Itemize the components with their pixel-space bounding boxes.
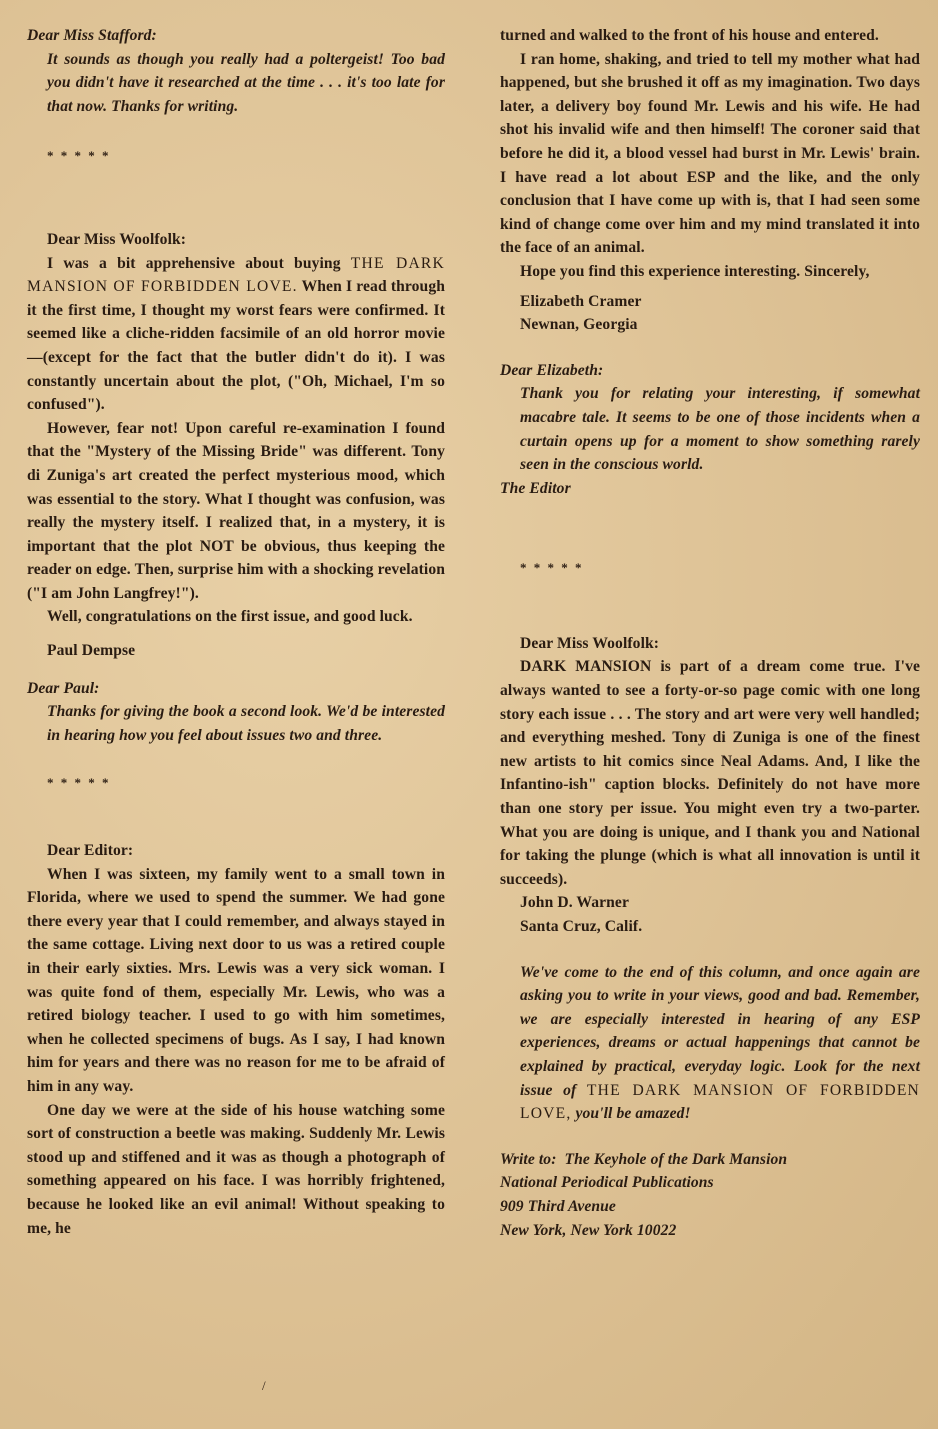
comic-title: THE DARK MANSION OF FORBIDDEN LOVE. [27,254,445,296]
letter-paragraph: Hope you find this experience interesting. Sincerely, [520,262,870,280]
reply-body: Thanks for giving the book a second look. We'd be interested in hearing how you feel about issues two and three. [47,703,445,744]
address-line-1 [500,1148,920,1172]
signature-name: Elizabeth Cramer [520,292,642,310]
left-column [27,24,445,1240]
editor-closing [500,961,920,1126]
reply-signature: The Editor [500,479,571,497]
reply-to-elizabeth [500,359,920,501]
signature-place: Newnan, Georgia [520,316,638,334]
letter-paragraph: turned and walked to the front of his house and entered. [500,27,879,44]
separator: * * * * * [47,148,111,164]
letter-paragraph: When I was sixteen, my family went to a small town in Florida, where we used to spend the summer. We had gone there every year that I could remember, and always stayed in the same cottage. Living next door to us was a retired couple in their early sixties. Mrs. Lewis was a very sick woman. I was quite fond of them, especially Mr. Lewis, who was a retired biology teacher. I used to go with him sometimes, when he collected specimens of bugs. As I say, I had known him for years and there was no reason for me to be afraid of him in any way. [27,865,445,1095]
letter-text: When I read through it the first time, I thought my worst fears were confirmed. It seemed like a cliche-ridden facsimile of an old horror movie—(except for the fact that the butler didn't do it). I was constantly uncertain about the plot, ("Oh, Michael, I'm so confused"). [27,278,445,414]
closing-paragraph [500,961,920,1126]
address-label: Write to: [500,1150,557,1168]
reply-salutation: Dear Elizabeth: [500,361,604,379]
letter-paragraph: I ran home, shaking, and tried to tell my mother what had happened, but she brushed it off as my imagination. Two days later, a delivery boy found Mr. Lewis and his wife. He had shot his invalid wife and then himself! The coroner said that before he did it, a blood vessel had burst in Mr. Lewis' brain. I have read a lot about ESP and the like, and the only conclusion that I have come up with is, that I had seen some kind of change come over him and my mind translated it into the face of an animal. [500,50,920,257]
letter-salutation: Dear Editor: [47,842,134,860]
address-line-3: 909 Third Avenue [500,1197,616,1215]
closing-text: We've come to the end of this column, and once again are asking you to write in your views, good and bad. Remember, we are especially interested in hearing of any ESP experiences, dreams or actual happenings that cannot be explained by practical, everyday logic. Look for the next issue of [520,963,920,1099]
letter-elizabeth-cramer [27,839,445,1240]
address-line-2: National Periodical Publications [500,1174,714,1192]
page-mark: / [262,1378,266,1393]
letter-paragraph: One day we were at the side of his house watching some sort of construction a beetle was making. Suddenly Mr. Lewis stood up and stiffened and it was as though a photograph of something appeared on his face. I was horribly frightened, because he looked like an evil animal! Without speaking to me, he [27,1101,445,1237]
letter-john-warner [500,632,920,939]
letter-elizabeth-cramer-continued [500,24,920,337]
letter-paragraph [27,252,445,417]
letter-text: I was a bit apprehensive about buying [47,254,351,272]
comic-title: THE DARK MANSION OF FORBIDDEN LOVE, [520,1081,920,1123]
separator: * * * * * [47,775,111,791]
reply-body: Thank you for relating your interesting, if somewhat macabre tale. It seems to be one of those incidents when a curtain opens up for a moment to show something rarely seen in the conscious world. [520,385,920,474]
signature-place: Santa Cruz, Calif. [520,918,643,935]
letter-signature: Paul Dempse [47,642,136,660]
letter-salutation: Dear Miss Woolfolk: [520,634,660,652]
letter-paragraph: Well, congratulations on the first issue, and good luck. [47,608,413,626]
reply-to-paul [27,677,445,748]
letter-paragraph: However, fear not! Upon careful re-examination I found that the "Mystery of the Missing Bride" was different. Tony di Zuniga's art created the perfect mysterious mood, which was essential to the story. What I thought was confusion, was really the mystery itself. I realized that, in a mystery, it is important that the plot NOT be obvious, thus keeping the reader on edge. Then, surprise him with a shocking revelation ("I am John Langfrey!"). [27,419,445,602]
closing-text: you'll be amazed! [571,1105,691,1123]
letter-salutation: Dear Miss Woolfolk: [47,230,187,248]
reply-to-stafford [27,24,445,118]
reply-salutation: Dear Miss Stafford: [27,27,157,44]
letter-paragraph: DARK MANSION is part of a dream come true. I've always wanted to see a forty-or-so page comic with one long story each issue . . . The story and art were very well handled; and everything meshed. Tony di Zuniga is one of the finest new artists to hit comics since Neal Adams. And, I like the Infantino-ish" caption blocks. Definitely do not have more than one story per issue. You might even try a two-parter. What you are doing is unique, and I thank you and National for taking the plunge (which is what all innovation is until it succeeds). [500,658,920,888]
signature-name: John D. Warner [520,894,629,912]
separator: * * * * * [520,560,584,576]
letter-paul-dempse [27,228,445,663]
address-recipient: The Keyhole of the Dark Mansion [564,1150,788,1168]
reply-salutation: Dear Paul: [27,679,100,697]
mailing-address [500,1148,920,1242]
right-column [500,24,920,1242]
address-line-4: New York, New York 10022 [500,1221,677,1239]
reply-body: It sounds as though you really had a poltergeist! Too bad you didn't have it researched at the time . . . it's too late for that now. Thanks for writing. [47,50,445,115]
